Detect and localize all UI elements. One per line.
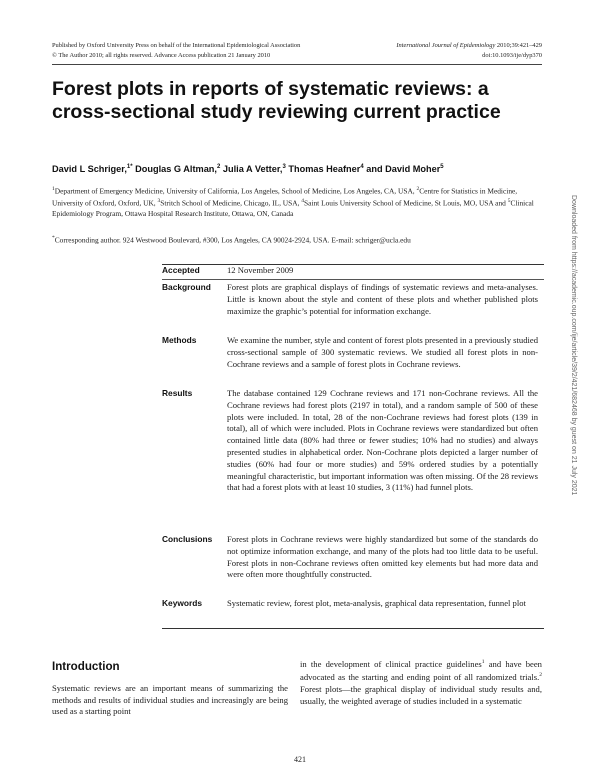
author-affiliation-mark: 1*	[126, 164, 133, 170]
publisher-line: Published by Oxford University Press on behalf of the International Epidemiological Association	[52, 42, 301, 49]
author-affiliation-mark: 2	[216, 164, 221, 170]
affiliations	[52, 184, 542, 219]
author-name: Julia A Vetter,	[222, 164, 283, 175]
citation-mark: 2	[539, 672, 542, 679]
abstract-label: Background	[162, 282, 211, 292]
abstract-text: We examine the number, style and content of forest plots presented in a previously studied cross-sectional sample of 300 systematic reviews. We studied all forest plots in non-Cochrane reviews and a sample of forest plots in Cochrane reviews.	[227, 335, 538, 369]
author-name: Thomas Heafner	[288, 164, 361, 175]
affiliation-text: Department of Emergency Medicine, University of California, Los Angeles, School of Medicine, Los Angeles, CA, USA,	[54, 186, 417, 196]
body-text: and have been advocated as the starting and ending point of all randomized trials.	[300, 658, 542, 683]
download-watermark-text: Downloaded from https://academic.oup.com/ije/article/39/2/421/682468 by guest on 21 July 2021	[570, 195, 577, 496]
journal-citation: 2010;39:421–429	[495, 42, 542, 49]
journal-header-left	[52, 41, 300, 61]
abstract-text: The database contained 129 Cochrane reviews and 171 non-Cochrane reviews. All the Cochrane reviews had forest plots (2197 in total), and a random sample of 500 of these plots were included. In total, 28 of the non-Cochrane reviews had forest plots (139 in total), all of which were included. Plots in Cochrane reviews were standardized but often contained little data (80% had three or fewer studies; 10% had no studies) and always presented studies in alphabetical order. Non-Cochrane plots depicted a larger number of studies (60% had four or more studies) and 59% ordered studies by a potentially meaningful characteristic, but important information was often missing. Of the 28 reviews that had a forest plots with at least 10 studies, 3 (11%) had funnel plots.	[227, 388, 538, 493]
affiliation-text: Saint Louis University School of Medicine, St Louis, MO, USA and	[304, 198, 508, 208]
author-affiliation-mark: 4	[360, 164, 364, 170]
abstract-box	[162, 264, 544, 608]
affiliation-mark: 2	[416, 186, 420, 192]
section-heading: Introduction	[52, 660, 120, 673]
author-list	[52, 161, 542, 175]
author-separator: and	[363, 164, 386, 175]
corresponding-mark: *	[52, 235, 55, 241]
author-affiliation-mark: 5	[440, 164, 444, 170]
affiliation-mark: 4	[301, 198, 305, 205]
corresponding-author	[52, 233, 542, 245]
abstract-accepted-rule	[162, 279, 544, 280]
abstract-label: Methods	[162, 335, 197, 345]
affiliation-mark: 3	[157, 198, 161, 205]
page-number: 421	[294, 755, 306, 764]
affiliation-mark: 5	[507, 198, 511, 205]
author-affiliation-mark: 3	[282, 164, 286, 170]
abstract-label: Keywords	[162, 598, 203, 608]
abstract-text: 12 November 2009	[227, 265, 294, 275]
author-name: Douglas G Altman,	[135, 164, 217, 175]
journal-header-right	[396, 41, 542, 61]
doi-line: doi:10.1093/ije/dyp370	[482, 52, 542, 59]
body-text: in the development of clinical practice guidelines	[300, 658, 482, 669]
affiliation-text: Centre for Statistics in Medicine, University of Oxford, Oxford, UK,	[52, 186, 518, 208]
abstract-label: Results	[162, 388, 193, 398]
copyright-line: © The Author 2010; all rights reserved. Advance Access publication 21 January 2010	[52, 52, 271, 59]
citation-line	[396, 41, 542, 51]
body-column-left: Systematic reviews are an important means of summarizing the methods and results of individual studies and increasingly are being used as a starting point	[52, 683, 288, 717]
author-name: David Moher	[385, 164, 441, 175]
header-divider	[52, 64, 542, 65]
abstract-text: Forest plots are graphical displays of findings of systematic reviews and meta-analyses. Little is known about the style and content of these plots and whether published plots maximize the graphic’s potential for information exchange.	[227, 282, 538, 316]
affiliation-text: Stritch School of Medicine, Chicago, IL, USA,	[160, 198, 302, 208]
article-title: Forest plots in reports of systematic reviews: a cross-sectional study reviewing current practice	[52, 78, 501, 123]
body-text: Forest plots—the graphical display of individual study results and, usually, the weighted average of studies included in a systematic	[300, 683, 542, 706]
author-name: David L Schriger,	[52, 164, 127, 175]
affiliation-text: Clinical Epidemiology Program, Ottawa Hospital Research Institute, Ottawa, ON, Canada	[52, 198, 534, 218]
body-column-right	[300, 657, 542, 707]
abstract-label: Accepted	[162, 265, 200, 275]
abstract-text: Systematic review, forest plot, meta-analysis, graphical data representation, funnel plot	[227, 598, 526, 608]
abstract-label: Conclusions	[162, 534, 213, 544]
affiliation-mark: 1	[52, 186, 55, 192]
abstract-bottom-rule	[162, 628, 544, 629]
corresponding-text: Corresponding author. 924 Westwood Boulevard, #300, Los Angeles, CA 90024-2924, USA. E-mail: schriger@ucla.edu	[54, 235, 411, 245]
abstract-text: Forest plots in Cochrane reviews were highly standardized but some of the standards do not optimize information exchange, and many of the plots had too little data to be useful. Forest plots in non-Cochrane reviews often omitted key elements but had more data and were often more thoughtfully constructed.	[227, 534, 538, 580]
journal-name: International Journal of Epidemiology	[396, 42, 496, 49]
citation-mark: 1	[481, 659, 485, 665]
